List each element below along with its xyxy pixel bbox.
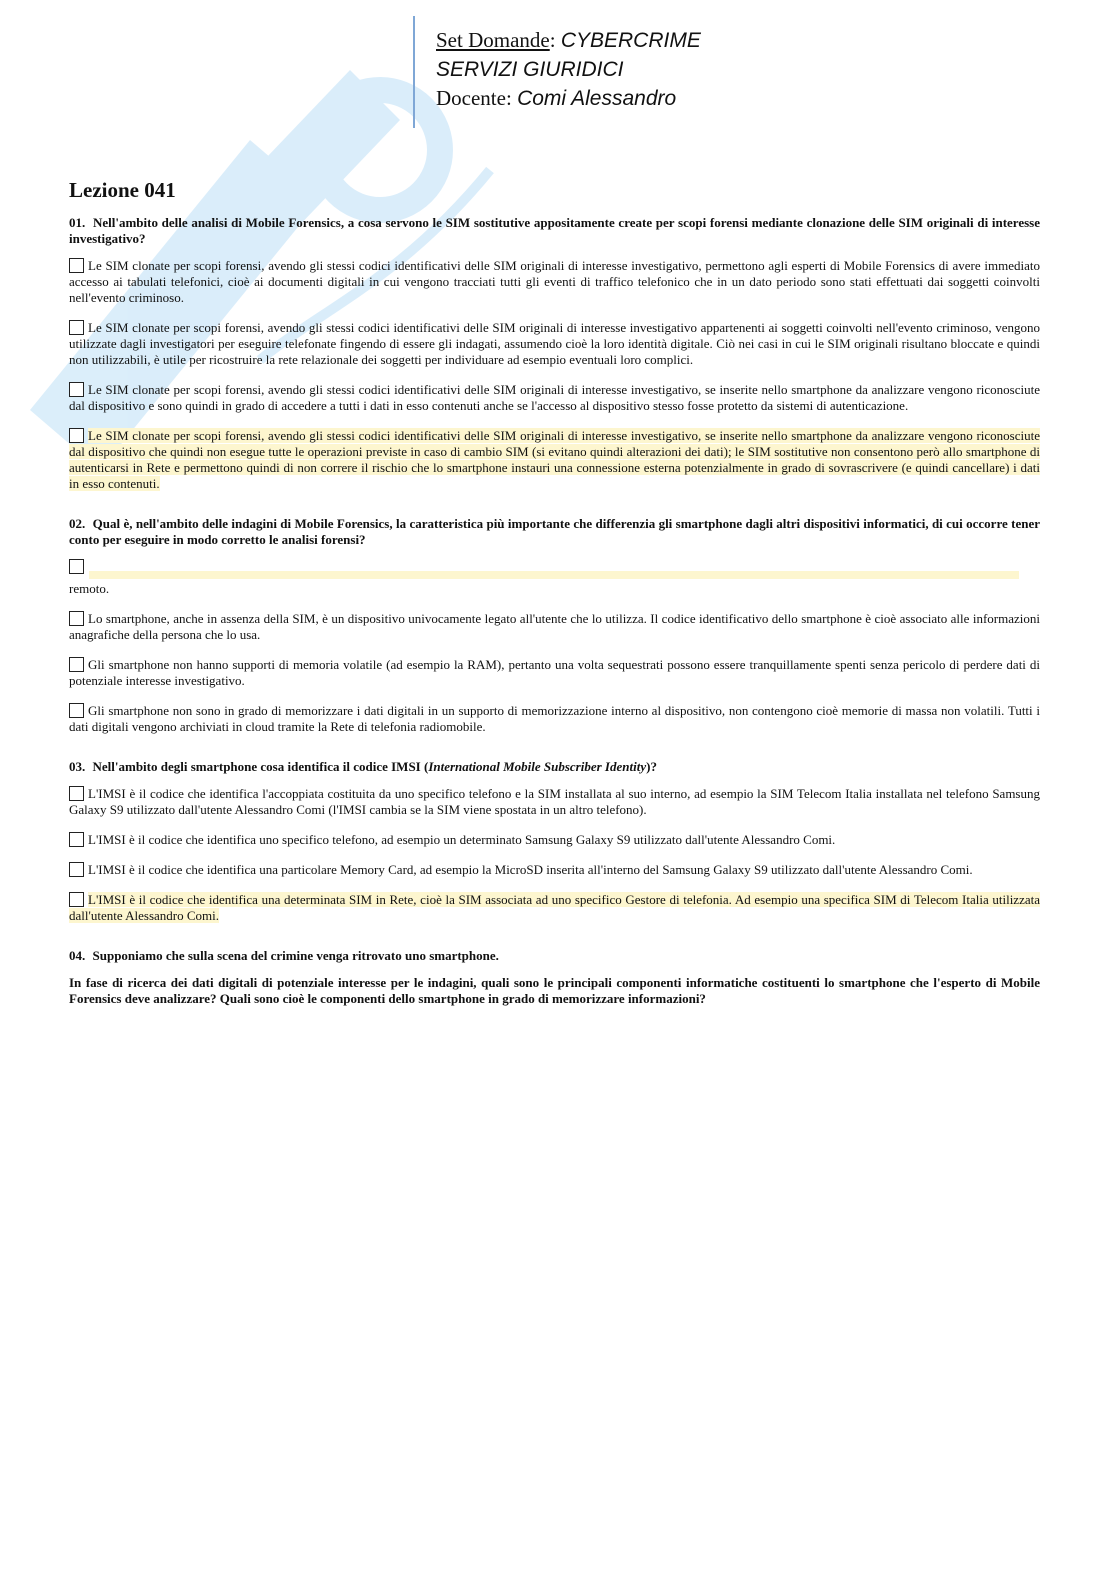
set-value: CYBERCRIME xyxy=(560,29,701,52)
checkbox[interactable] xyxy=(69,428,84,443)
question-03 xyxy=(69,759,1040,924)
checkbox[interactable] xyxy=(69,382,84,397)
answer-option: L'IMSI è il codice che identifica una particolare Memory Card, ad esempio la MicroSD inserita all'interno del Samsung Galaxy S9 utilizzato dall'utente Alessandro Comi. xyxy=(69,862,1040,878)
checkbox[interactable] xyxy=(69,703,84,718)
garbled-text-line xyxy=(89,571,1019,579)
checkbox[interactable] xyxy=(69,611,84,626)
checkbox[interactable] xyxy=(69,559,84,574)
answer-option: Le SIM clonate per scopi forensi, avendo gli stessi codici identificativi delle SIM originali di interesse investigativo, permettono agli esperti di Mobile Forensics di avere immediato accesso ai tabulati telefonici, cioè ai documenti digitali in cui vengono tracciati tutti gli eventi di traffico telefonico che in un dato periodo sono stati effettuati dai soggetti coinvolti nell'evento criminoso. xyxy=(69,258,1040,305)
document-body xyxy=(69,178,1040,1031)
answer-option-highlighted: L'IMSI è il codice che identifica una determinata SIM in Rete, cioè la SIM associata ad uno specifico Gestore di telefonia. Ad esempio una specifica SIM di Telecom Italia utilizzata dall'utente Alessandro Comi. xyxy=(69,892,1040,923)
checkbox[interactable] xyxy=(69,862,84,877)
answer-option: Le SIM clonate per scopi forensi, avendo gli stessi codici identificativi delle SIM originali di interesse investigativo, se inserite nello smartphone da analizzare vengono riconosciute dal dispositivo e sono quindi in grado di accedere a tutti i dati in esso contenuti anche se l'accesso al dispositivo stesso fosse protetto da sistemi di autenticazione. xyxy=(69,382,1040,413)
checkbox[interactable] xyxy=(69,832,84,847)
question-subtext: In fase di ricerca dei dati digitali di potenziale interesse per le indagini, quali sono le principali componenti informatiche costituenti lo smartphone che l'esperto di Mobile Forensics deve analizzare? Quali sono cioè le componenti dello smartphone in grado di memorizzare informazioni? xyxy=(69,975,1040,1006)
teacher-value: Comi Alessandro xyxy=(517,87,677,110)
question-text: 04. Supponiamo che sulla scena del crimine venga ritrovato uno smartphone. xyxy=(69,948,499,963)
question-04 xyxy=(69,948,1040,1007)
question-text: 02. Qual è, nell'ambito delle indagini di Mobile Forensics, la caratteristica più importante che differenzia gli smartphone dagli altri dispositivi informatici, di cui occorre tener conto per eseguire in modo corretto le analisi forensi? xyxy=(69,516,1040,547)
checkbox[interactable] xyxy=(69,892,84,907)
checkbox[interactable] xyxy=(69,320,84,335)
question-text: 03. Nell'ambito degli smartphone cosa identifica il codice IMSI (International Mobile Subscriber Identity)? xyxy=(69,759,657,774)
set-line: Set Domande: CYBERCRIME xyxy=(436,28,701,52)
question-02 xyxy=(69,516,1040,735)
teacher-label: Docente xyxy=(436,86,506,110)
teacher-line: Docente: Comi Alessandro xyxy=(436,86,677,110)
answer-option: Le SIM clonate per scopi forensi, avendo gli stessi codici identificativi delle SIM originali di interesse investigativo appartenenti ai soggetti coinvolti nell'evento criminoso, vengono utilizzate dagli investigatori per eseguire telefonate fingendo di essere gli indagati, assumendo cioè la loro identità digitale. Ciò nei casi in cui le SIM originali risultano bloccate e quindi non utilizzabili, è utile per ricostruire la rete relazionale dei soggetti per individuare ad esempio eventuali loro complici. xyxy=(69,320,1040,367)
lesson-title: Lezione 041 xyxy=(69,178,176,202)
answer-option: Gli smartphone non hanno supporti di memoria volatile (ad esempio la RAM), pertanto una volta sequestrati possono essere tranquillamente spenti senza pericolo di perdere dati di potenziale interesse investigativo. xyxy=(69,657,1040,688)
answer-option-highlighted: remoto. xyxy=(69,559,1040,597)
checkbox[interactable] xyxy=(69,657,84,672)
subtitle: SERVIZI GIURIDICI xyxy=(436,58,624,81)
answer-option: Lo smartphone, anche in assenza della SIM, è un dispositivo univocamente legato all'utente che lo utilizza. Il codice identificativo dello smartphone è cioè associato alle informazioni anagrafiche della persona che lo usa. xyxy=(69,611,1040,642)
question-01 xyxy=(69,215,1040,492)
answer-option: Gli smartphone non sono in grado di memorizzare i dati digitali in un supporto di memorizzazione interno al dispositivo, non contengono cioè memorie di massa non volatili. Tutti i dati digitali vengono archiviati in cloud tramite la Rete di telefonia radiomobile. xyxy=(69,703,1040,734)
question-text: 01. Nell'ambito delle analisi di Mobile Forensics, a cosa servono le SIM sostitutive appositamente create per scopi forensi mediante clonazione delle SIM originali di interesse investigativo? xyxy=(69,215,1041,246)
document-header xyxy=(436,26,701,113)
answer-option: L'IMSI è il codice che identifica l'accoppiata costituita da uno specifico telefono e la SIM installata al suo interno, ad esempio la SIM Telecom Italia installata nel telefono Samsung Galaxy S9 utilizzato dall'utente Alessandro Comi (l'IMSI cambia se la SIM viene spostata in un altro telefono). xyxy=(69,786,1040,817)
set-label: Set Domande xyxy=(436,28,550,52)
checkbox[interactable] xyxy=(69,786,84,801)
answer-option: L'IMSI è il codice che identifica uno specifico telefono, ad esempio un determinato Samsung Galaxy S9 utilizzato dall'utente Alessandro Comi. xyxy=(69,832,1040,848)
answer-option-highlighted: Le SIM clonate per scopi forensi, avendo gli stessi codici identificativi delle SIM originali di interesse investigativo, se inserite nello smartphone da analizzare vengono riconosciute dal dispositivo che quindi non esegue tutte le operazioni previste in caso di cambio SIM (si evitano quindi alterazioni dei dati); le SIM sostitutive non consentono però allo smartphone di autenticarsi in Rete e permettono quindi di non correre il rischio che lo smartphone instauri una connessione esterna potenzialmente in grado di sovrascrivere (e quindi cancellare) i dati in esso contenuti. xyxy=(69,428,1040,491)
header-divider xyxy=(413,16,415,128)
checkbox[interactable] xyxy=(69,258,84,273)
